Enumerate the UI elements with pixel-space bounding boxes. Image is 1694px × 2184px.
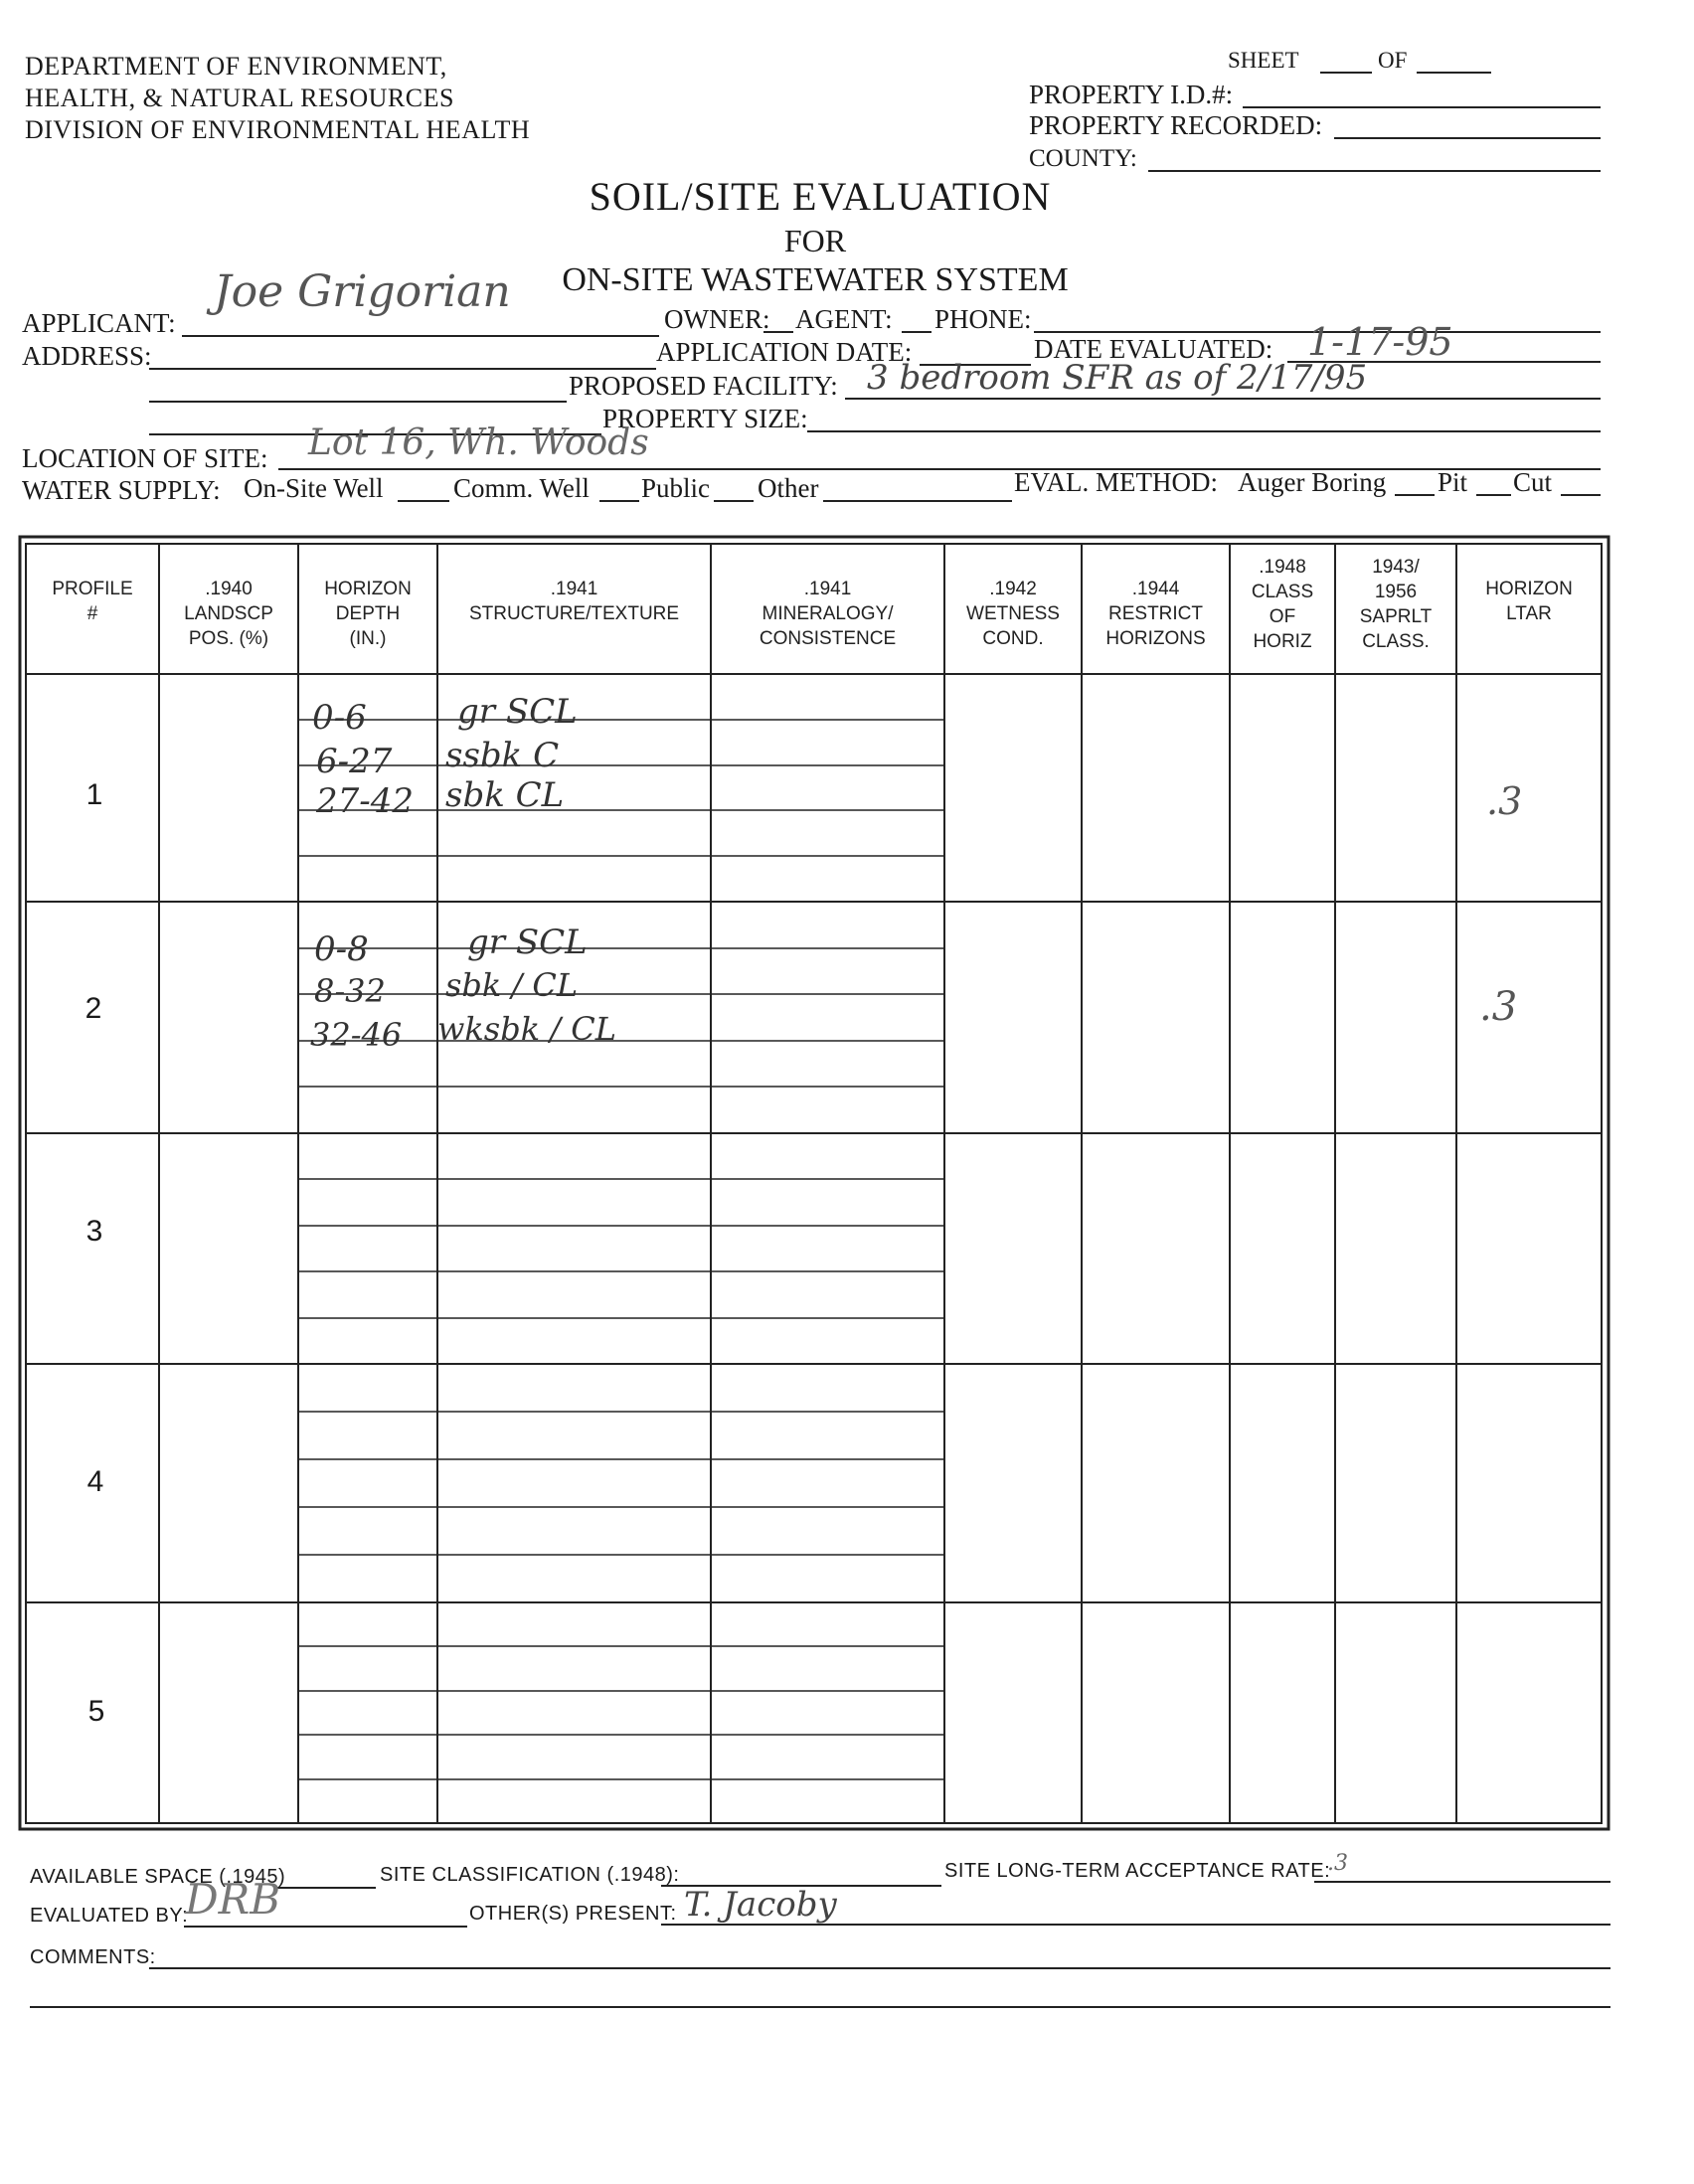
column-header-1-line-1: PROFILE xyxy=(52,579,133,599)
phone-label: PHONE: xyxy=(934,304,1032,334)
column-header-8-line-2: CLASS xyxy=(1251,582,1314,602)
property-size-label: PROPERTY SIZE: xyxy=(602,404,808,433)
comments-field[interactable] xyxy=(149,1967,1610,1969)
site-ltar-value: .3 xyxy=(1327,1851,1348,1876)
water-option-comm-well: Comm. Well xyxy=(453,473,590,503)
column-header-6-line-3: COND. xyxy=(982,628,1044,649)
evaluated-by-field[interactable] xyxy=(184,1926,467,1928)
profile-1-depth-1: 0-6 xyxy=(312,698,367,738)
profile-2-structure-2: sbk / CL xyxy=(445,966,579,1004)
address-label: ADDRESS: xyxy=(22,341,152,371)
site-ltar-label: SITE LONG-TERM ACCEPTANCE RATE: xyxy=(944,1860,1331,1882)
column-header-3-line-1: HORIZON xyxy=(324,579,412,599)
column-header-8-line-4: HORIZ xyxy=(1253,631,1312,652)
application-date-label: APPLICATION DATE: xyxy=(656,337,913,367)
property-recorded-label: PROPERTY RECORDED: xyxy=(1029,110,1323,140)
profile-2-depth-3: 32-46 xyxy=(310,1016,403,1054)
column-header-5-line-3: CONSISTENCE xyxy=(759,628,897,649)
water-supply-label: WATER SUPPLY: xyxy=(22,475,221,505)
eval-option-cut: Cut xyxy=(1513,467,1553,497)
profile-5-number: 5 xyxy=(87,1695,105,1728)
comments-line-2[interactable] xyxy=(30,2006,1610,2008)
column-header-10-line-2: LTAR xyxy=(1506,603,1552,624)
profile-2-ltar: .3 xyxy=(1479,984,1518,1030)
column-header-10-line-1: HORIZON xyxy=(1485,579,1573,599)
form-subtitle: ON-SITE WASTEWATER SYSTEM xyxy=(562,261,1069,298)
column-header-2-line-3: POS. (%) xyxy=(188,628,269,649)
available-space-field[interactable] xyxy=(276,1887,376,1889)
water-option-other: Other xyxy=(758,473,819,503)
property-id-label: PROPERTY I.D.#: xyxy=(1029,80,1234,109)
eval-option-pit: Pit xyxy=(1438,467,1468,497)
available-space-label: AVAILABLE SPACE (.1945) xyxy=(30,1866,286,1888)
profile-1-ltar: .3 xyxy=(1486,779,1523,823)
column-header-5 xyxy=(711,577,944,651)
location-value: Lot 16, Wh. Woods xyxy=(308,422,649,463)
column-header-2 xyxy=(159,577,298,651)
form-title-for: FOR xyxy=(783,223,847,258)
profile-2-structure-3: wksbk / CL xyxy=(437,1010,616,1048)
profile-1-structure-3: sbk CL xyxy=(445,775,565,815)
profile-1-depth-3: 27-42 xyxy=(316,781,415,821)
comments-label: COMMENTS: xyxy=(30,1946,156,1968)
column-header-3-line-3: (IN.) xyxy=(349,628,387,649)
evaluated-by-value: DRB xyxy=(185,1875,281,1924)
profile-1-depth-2: 6-27 xyxy=(316,742,393,781)
column-header-5-line-1: .1941 xyxy=(803,579,852,599)
of-label: OF xyxy=(1378,48,1408,73)
column-header-9 xyxy=(1335,555,1456,654)
column-header-1 xyxy=(26,577,159,626)
profile-4-number: 4 xyxy=(86,1465,104,1498)
column-header-9-line-2: 1956 xyxy=(1374,582,1418,602)
column-header-9-line-3: SAPRLT xyxy=(1359,606,1433,627)
agency-line-1: DEPARTMENT OF ENVIRONMENT, xyxy=(25,52,447,81)
date-evaluated-label: DATE EVALUATED: xyxy=(1034,334,1273,364)
county-label: COUNTY: xyxy=(1029,145,1137,172)
others-present-label: OTHER(S) PRESENT: xyxy=(469,1903,677,1925)
column-header-4 xyxy=(437,577,711,626)
column-header-9-line-4: CLASS. xyxy=(1362,631,1430,652)
agency-line-3: DIVISION OF ENVIRONMENTAL HEALTH xyxy=(25,115,531,144)
proposed-facility-label: PROPOSED FACILITY: xyxy=(569,371,838,401)
sheet-label: SHEET xyxy=(1228,48,1299,73)
column-header-6 xyxy=(944,577,1082,651)
column-header-7-line-2: RESTRICT xyxy=(1108,603,1203,624)
site-ltar-field[interactable] xyxy=(1314,1881,1610,1883)
column-header-4-line-2: STRUCTURE/TEXTURE xyxy=(468,603,680,624)
column-header-7-line-1: .1944 xyxy=(1131,579,1180,599)
applicant-label: APPLICANT: xyxy=(22,308,176,338)
water-option-onsite-well: On-Site Well xyxy=(244,473,384,503)
profile-3-number: 3 xyxy=(85,1215,103,1248)
location-label: LOCATION OF SITE: xyxy=(22,443,268,473)
column-header-8-line-3: OF xyxy=(1269,606,1296,627)
profile-2-depth-2: 8-32 xyxy=(314,972,386,1010)
form-title: SOIL/SITE EVALUATION xyxy=(589,174,1052,219)
agency-line-2: HEALTH, & NATURAL RESOURCES xyxy=(25,84,454,112)
profile-2-depth-1: 0-8 xyxy=(314,929,369,969)
column-header-6-line-1: .1942 xyxy=(989,579,1037,599)
profile-2-structure-1: gr SCL xyxy=(467,923,588,962)
column-header-10 xyxy=(1456,577,1602,626)
column-header-1-line-2: # xyxy=(86,603,98,624)
column-header-8-line-1: .1948 xyxy=(1259,557,1306,578)
others-present-value: T. Jacoby xyxy=(684,1885,837,1925)
column-header-3-line-2: DEPTH xyxy=(335,603,401,624)
column-header-9-line-1: 1943/ xyxy=(1372,557,1420,578)
eval-option-auger: Auger Boring xyxy=(1238,467,1387,497)
column-header-3 xyxy=(298,577,437,651)
column-header-7-line-3: HORIZONS xyxy=(1105,628,1206,649)
column-header-2-line-1: .1940 xyxy=(205,579,253,599)
proposed-facility-value: 3 bedroom SFR as of 2/17/95 xyxy=(867,358,1368,398)
column-header-2-line-2: LANDSCP xyxy=(184,603,273,624)
site-classification-label: SITE CLASSIFICATION (.1948): xyxy=(380,1864,680,1886)
column-header-6-line-2: WETNESS xyxy=(966,603,1060,624)
column-header-7 xyxy=(1082,577,1230,651)
eval-method-label: EVAL. METHOD: xyxy=(1014,467,1218,497)
profile-2-number: 2 xyxy=(85,992,102,1025)
column-header-4-line-1: .1941 xyxy=(550,579,598,599)
profile-1-structure-1: gr SCL xyxy=(457,692,578,732)
date-evaluated-value: 1-17-95 xyxy=(1307,320,1453,364)
profile-1-structure-2: ssbk C xyxy=(445,736,560,775)
water-option-public: Public xyxy=(641,473,711,503)
applicant-value: Joe Grigorian xyxy=(214,266,511,317)
column-header-5-line-2: MINERALOGY/ xyxy=(762,603,894,624)
profile-1-number: 1 xyxy=(85,778,103,811)
agent-label: AGENT: xyxy=(795,304,893,334)
evaluated-by-label: EVALUATED BY: xyxy=(30,1905,189,1927)
column-header-8 xyxy=(1230,555,1335,654)
owner-label: OWNER: xyxy=(664,304,770,334)
